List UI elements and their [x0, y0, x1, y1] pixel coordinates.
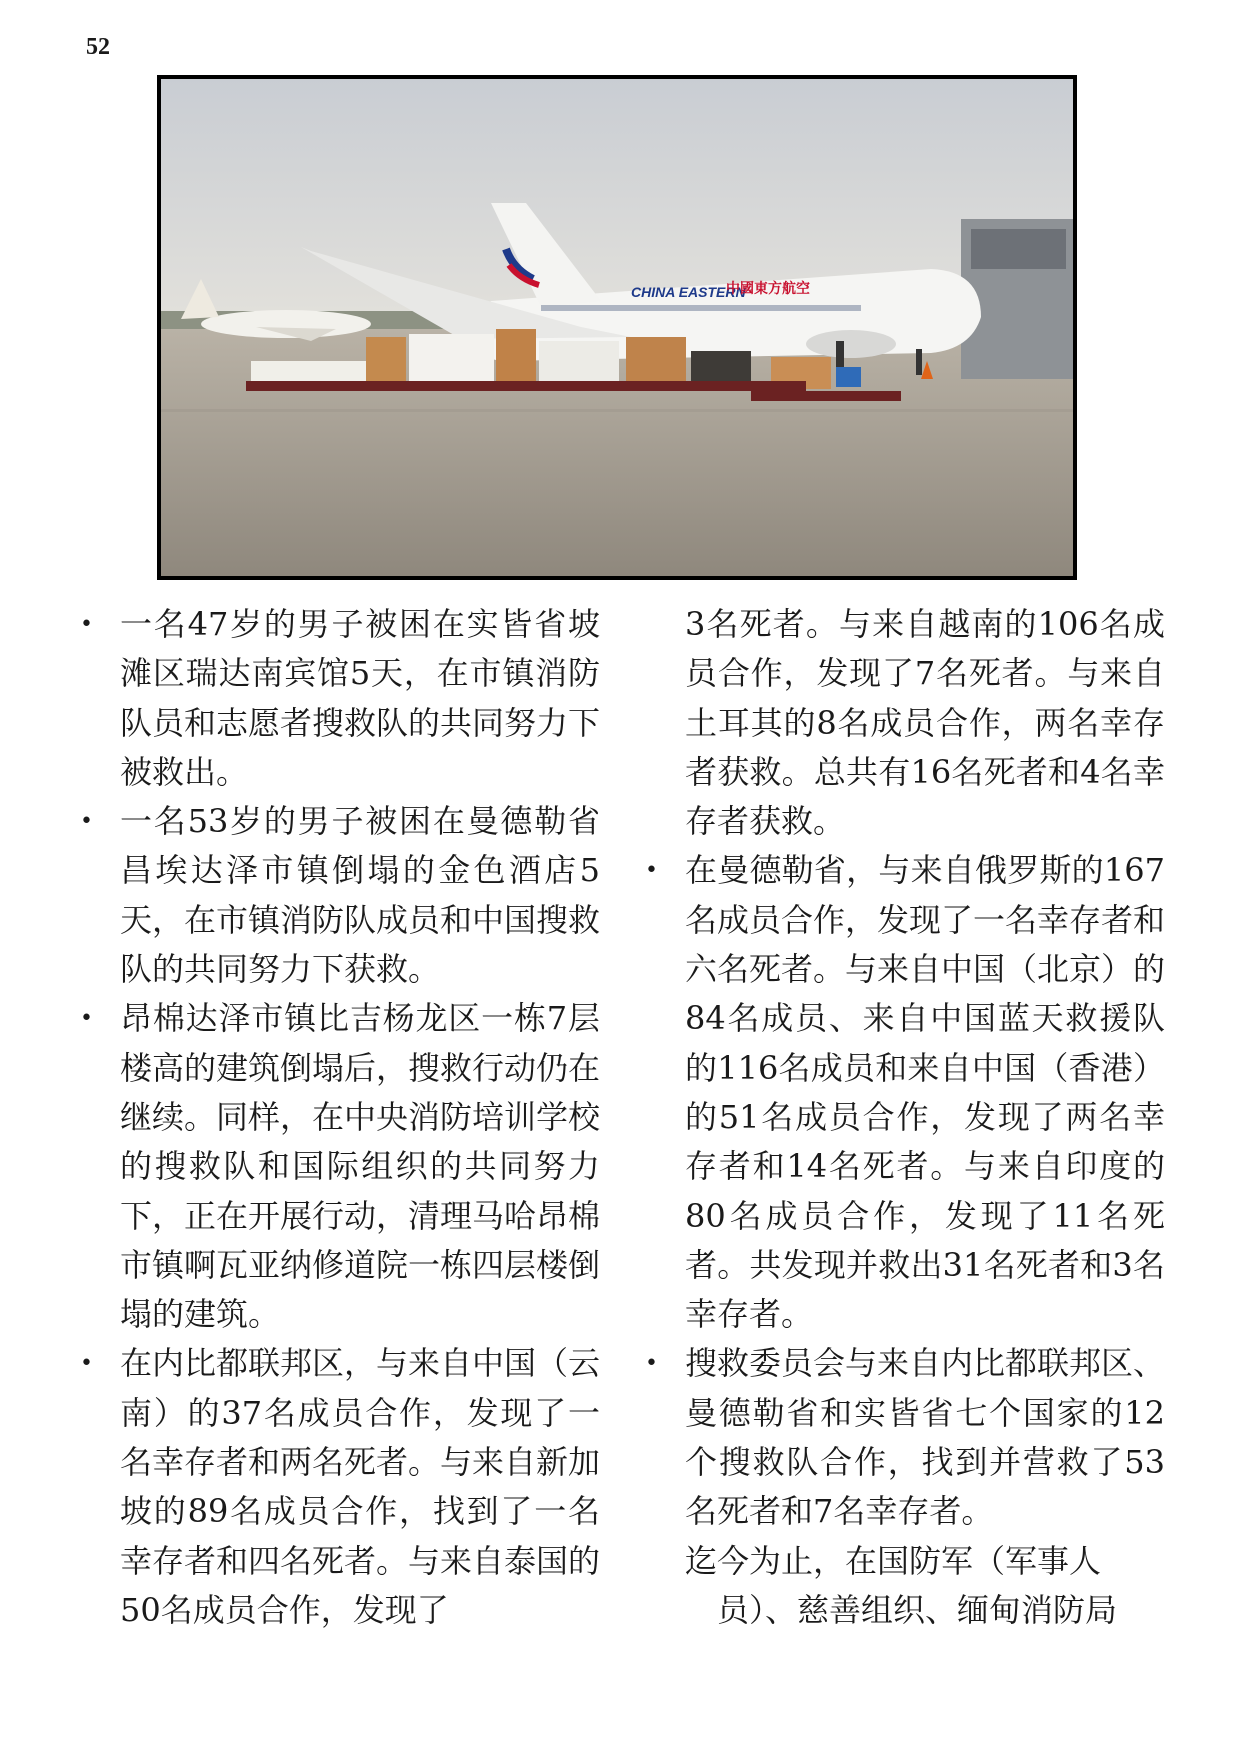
closing-paragraph-line-1: 迄今为止，在国防军（军事人	[685, 1541, 1102, 1580]
left-bullet-list	[80, 600, 600, 1635]
livery-cn-text: 中國東方航空	[726, 281, 810, 297]
continued-paragraph: 3名死者。与来自越南的106名成员合作，发现了7名死者。与来自土耳其的8名成员合作，两名幸存者获救。总共有16名死者和4名幸存者获救。	[685, 605, 1165, 841]
list-item: • 一名47岁的男子被困在实皆省坡滩区瑞达南宾馆5天，在市镇消防队员和志愿者搜救队的共同努力下被救出。	[80, 600, 600, 797]
livery-en-text: CHINA EASTERN	[631, 284, 746, 300]
closing-paragraph-line-2: 员）、慈善组织、缅甸消防局	[717, 1590, 1118, 1629]
page-number: 52	[86, 34, 110, 60]
list-item: • 一名53岁的男子被困在曼德勒省昌埃达泽市镇倒塌的金色酒店5天，在市镇消防队成员和中国搜救队的共同努力下获救。	[80, 797, 600, 994]
photo-aircraft-relief-cargo	[157, 75, 1077, 580]
left-text-column	[80, 600, 600, 1635]
list-item: • 昂棉达泽市镇比吉杨龙区一栋7层楼高的建筑倒塌后，搜救行动仍在继续。同样，在中央消防培训学校的搜救队和国际组织的共同努力下，正在开展行动，清理马哈昂棉市镇啊瓦亚纳修道院一栋四层楼倒塌的建筑。	[80, 994, 600, 1339]
airport-scene-illustration	[161, 79, 1073, 576]
right-bullet-list	[645, 846, 1165, 1536]
list-item: • 搜救委员会与来自内比都联邦区、曼德勒省和实皆省七个国家的12个搜救队合作，找到并营救了53名死者和7名幸存者。	[645, 1339, 1165, 1536]
right-text-column	[645, 600, 1165, 1635]
list-item: • 在曼德勒省，与来自俄罗斯的167名成员合作，发现了一名幸存者和六名死者。与来自中国（北京）的84名成员、来自中国蓝天救援队的116名成员和来自中国（香港）的51名成员合作，发现了两名幸存者和14名死者。与来自印度的80名成员合作，发现了11名死者。共发现并救出31名死者和3名幸存者。	[645, 846, 1165, 1339]
list-item: • 在内比都联邦区，与来自中国（云南）的37名成员合作，发现了一名幸存者和两名死者。与来自新加坡的89名成员合作，找到了一名幸存者和四名死者。与来自泰国的50名成员合作，发现了	[80, 1339, 600, 1635]
